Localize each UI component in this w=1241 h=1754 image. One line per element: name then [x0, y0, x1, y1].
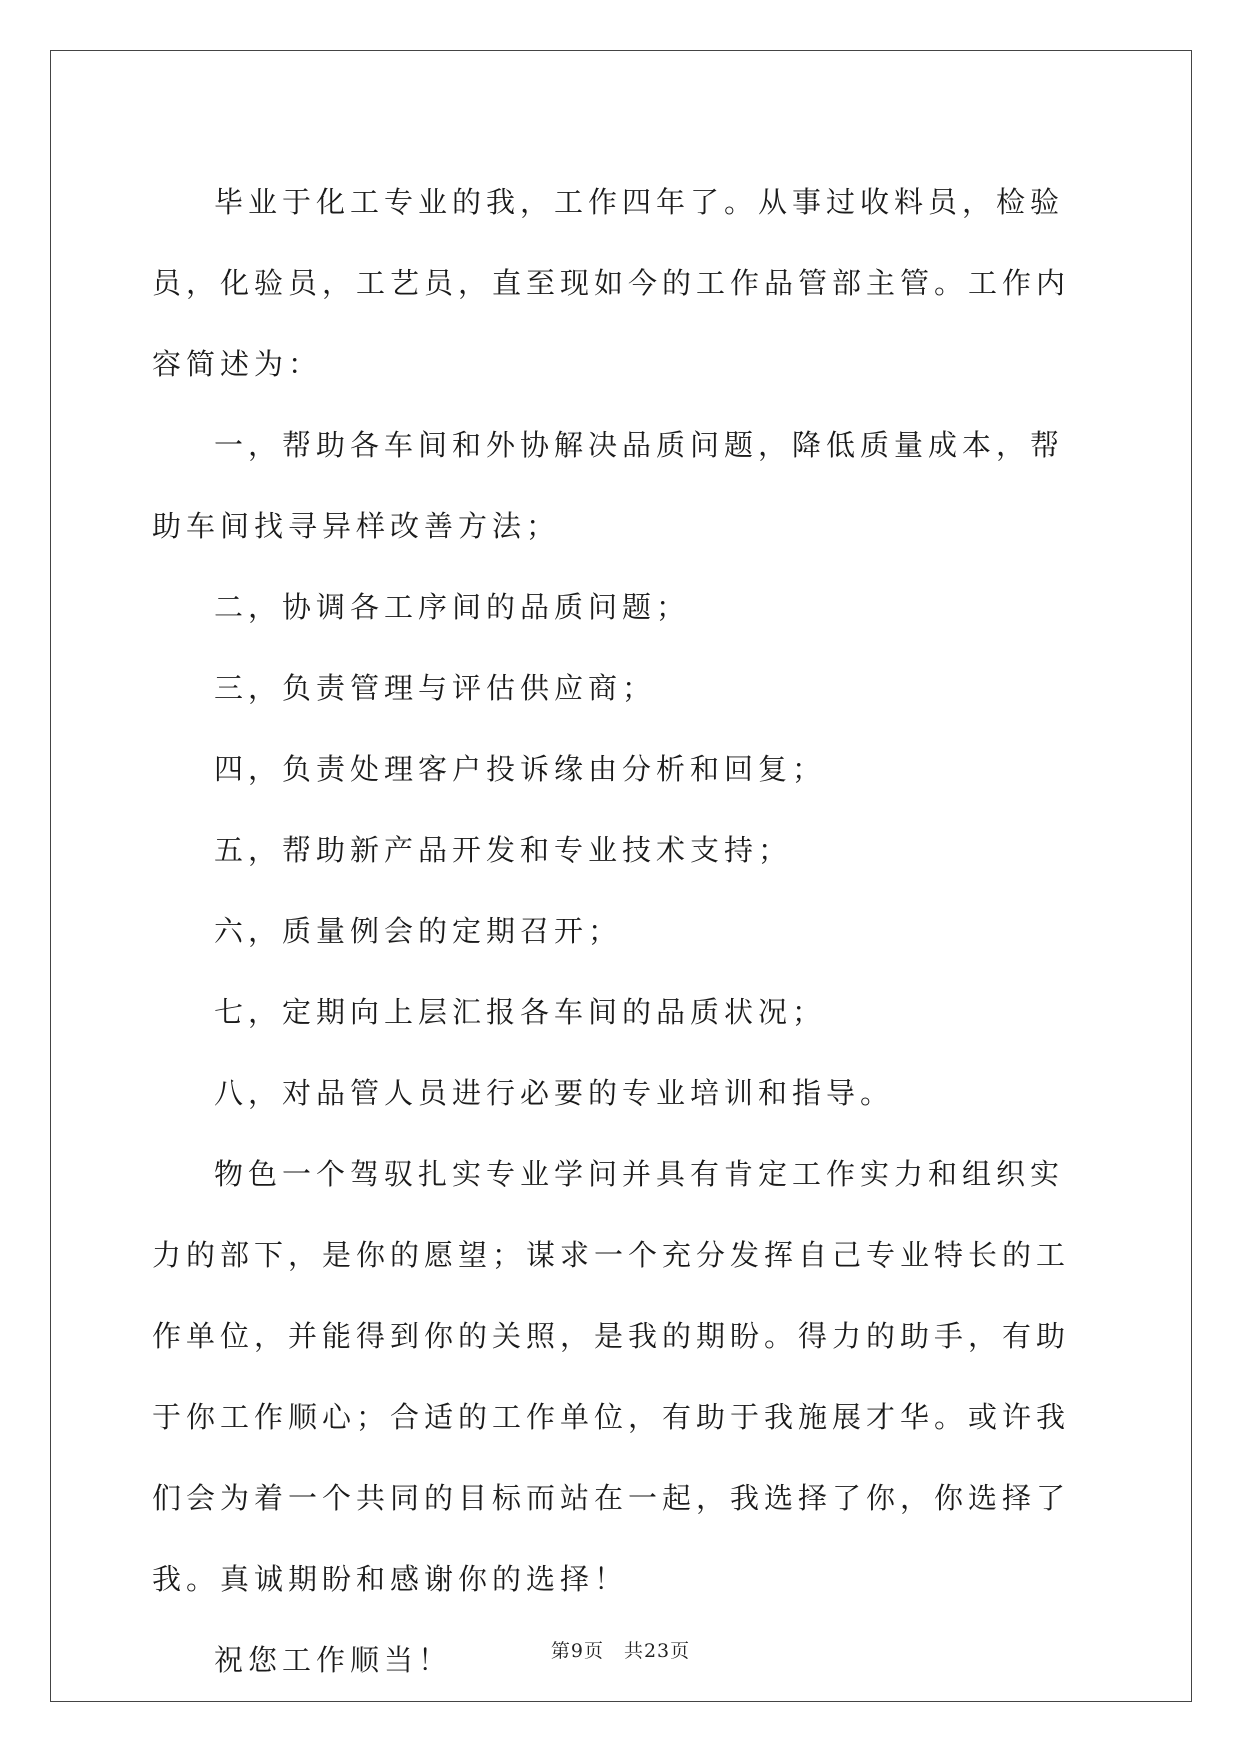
list-item-7: 七，定期向上层汇报各车间的品质状况； [214, 995, 827, 1029]
list-item-5: 五，帮助新产品开发和专业技术支持； [214, 833, 793, 867]
paragraph-closing: 物色一个驾驭扎实专业学问并具有肯定工作实力和组织实力的部下，是你的愿望；谋求一个充分发挥自己专业特长的工作单位，并能得到你的关照，是我的期盼。得力的助手，有助于你工作顺心；合适的工作单位，有助于我施展才华。或许我们会为着一个共同的目标而站在一起，我选择了你，你选择了我。真诚期盼和感谢你的选择！ [152, 1157, 1071, 1596]
page-footer [0, 1636, 1241, 1663]
paragraph-intro: 毕业于化工专业的我，工作四年了。从事过收料员，检验员，化验员，工艺员，直至现如今的工作品管部主管。工作内容简述为： [152, 185, 1071, 381]
list-item-3: 三，负责管理与评估供应商； [214, 671, 657, 705]
list-item-8: 八，对品管人员进行必要的专业培训和指导。 [214, 1076, 895, 1110]
list-item-1: 一，帮助各车间和外协解决品质问题，降低质量成本，帮助车间找寻异样改善方法； [152, 428, 1065, 543]
document-body [152, 162, 1094, 1701]
list-item-2: 二，协调各工序间的品质问题； [214, 590, 691, 624]
current-page-number: 第9页 [550, 1640, 604, 1662]
list-item-4: 四，负责处理客户投诉缘由分析和回复； [214, 752, 827, 786]
paragraph-wishes: 祝您工作顺当！ [214, 1643, 453, 1677]
total-page-count: 共23页 [623, 1640, 691, 1662]
list-item-6: 六，质量例会的定期召开； [214, 914, 623, 948]
